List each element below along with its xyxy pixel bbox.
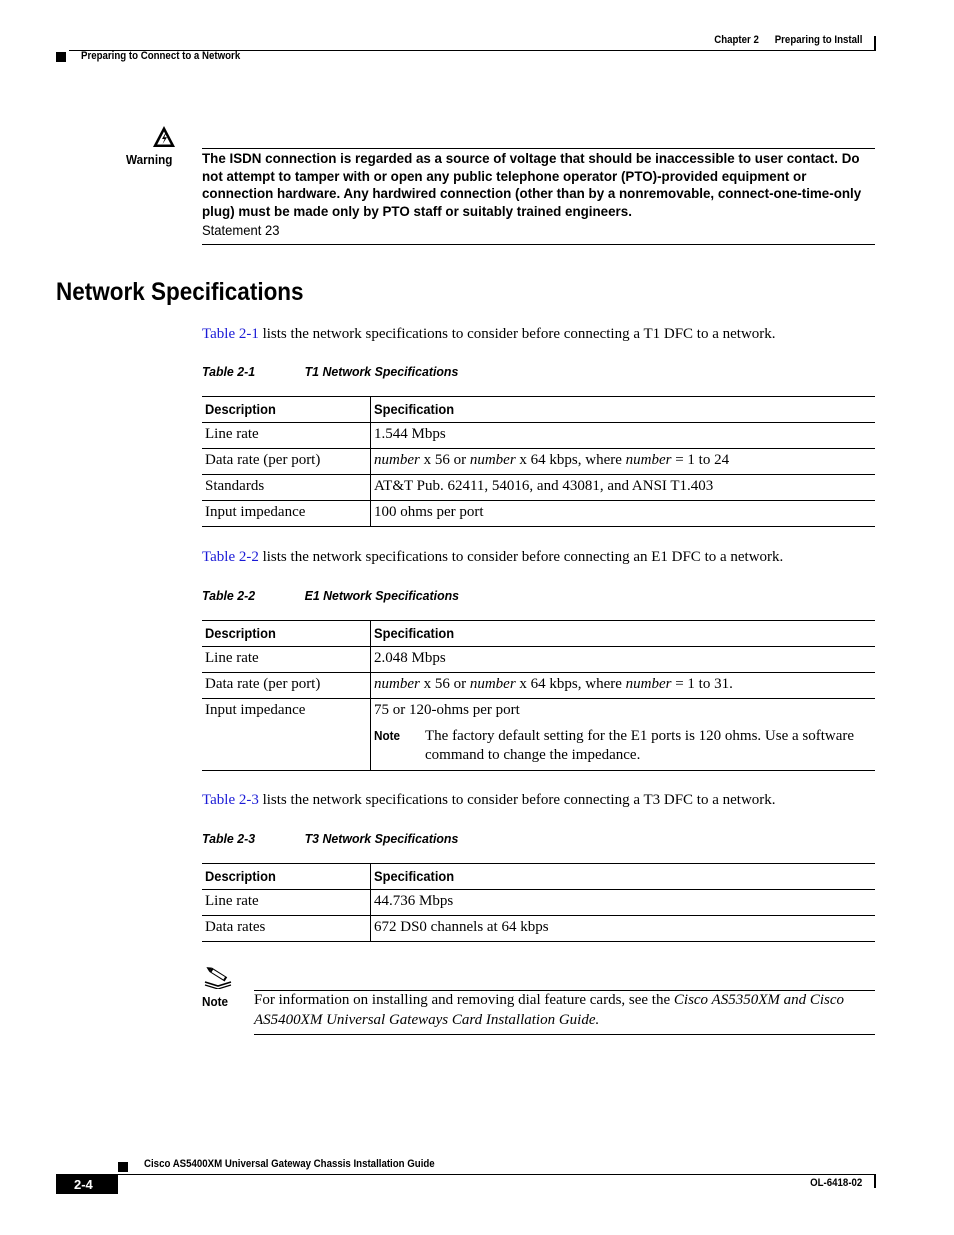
table-3-intro: Table 2-3 lists the network specifications to consider before connecting a T3 DFC to a network.	[202, 792, 776, 808]
table-1-link[interactable]: Table 2-1	[202, 326, 259, 342]
warning-statement: Statement 23	[202, 222, 280, 238]
table-1-caption	[202, 364, 459, 379]
section-title: Network Specifications	[56, 278, 304, 306]
footer-guide-title: Cisco AS5400XM Universal Gateway Chassis Installation Guide	[144, 1158, 435, 1170]
caption-number: Table 2-3	[202, 831, 256, 846]
pencil-note-icon	[204, 967, 232, 989]
table-row: Line rate 44.736 Mbps	[202, 890, 875, 916]
table-2-link[interactable]: Table 2-2	[202, 549, 259, 565]
table-1-intro: Table 2-1 lists the network specifications to consider before connecting a T1 DFC to a network.	[202, 326, 776, 342]
table-2-intro: Table 2-2 lists the network specifications to consider before connecting an E1 DFC to a network.	[202, 549, 784, 565]
caption-number: Table 2-1	[202, 364, 256, 379]
table-row: Standards AT&T Pub. 62411, 54016, and 43081, and ANSI T1.403	[202, 475, 875, 501]
note-text: For information on installing and removing dial feature cards, see the Cisco AS5350XM and Cisco AS5400XM Universal Gateways Card Installation Guide.	[254, 992, 845, 1028]
page-number: 2-4	[74, 1177, 93, 1192]
header-chapter-title: Preparing to Install	[774, 34, 862, 46]
warning-label: Warning	[126, 152, 173, 167]
t3-specifications-table	[202, 863, 875, 942]
header-chapter: Chapter 2	[713, 34, 759, 46]
table-row: Data rate (per port) number x 56 or number x 64 kbps, where number = 1 to 24	[202, 449, 875, 475]
table-3-caption	[202, 831, 459, 846]
header-section: Preparing to Connect to a Network	[81, 50, 241, 62]
table-header-row: Description Specification	[202, 397, 875, 423]
warning-bottom-rule	[202, 244, 875, 245]
note-bottom-rule	[254, 1034, 875, 1035]
doc-number: OL-6418-02	[809, 1177, 862, 1189]
data-rate-formula: number x 56 or number x 64 kbps, where number = 1 to 24	[371, 449, 876, 475]
caption-title: T1 Network Specifications	[304, 364, 459, 379]
table-row: Data rates 672 DS0 channels at 64 kbps	[202, 916, 875, 942]
table-row: Line rate 1.544 Mbps	[202, 423, 875, 449]
footer-rule	[56, 1174, 876, 1175]
guide-title: Cisco AS5350XM and Cisco AS5400XM Universal Gateways Card Installation Guide.	[254, 992, 845, 1028]
table-row: Data rate (per port) number x 56 or number x 64 kbps, where number = 1 to 31.	[202, 673, 875, 699]
inline-note-text: The factory default setting for the E1 ports is 120 ohms. Use a software command to change the impedance.	[425, 728, 855, 763]
table-row: Input impedance 75 or 120-ohms per port Note The factory default setting for the E1 ports is 120 ohms. Use a software command to change the impedance.	[202, 699, 875, 771]
e1-specifications-table	[202, 620, 875, 771]
inline-note: Note The factory default setting for the E1 ports is 120 ohms. Use a software command to change the impedance.	[374, 727, 872, 765]
table-row: Input impedance 100 ohms per port	[202, 501, 875, 527]
note-label: Note	[202, 994, 229, 1009]
table-3-link[interactable]: Table 2-3	[202, 792, 259, 808]
caption-number: Table 2-2	[202, 588, 256, 603]
footer-marker	[118, 1162, 128, 1172]
t1-specifications-table	[202, 396, 875, 527]
table-header-row: Description Specification	[202, 621, 875, 647]
data-rate-formula: number x 56 or number x 64 kbps, where number = 1 to 31.	[371, 673, 876, 699]
warning-triangle-icon	[152, 125, 176, 149]
table-row: Line rate 2.048 Mbps	[202, 647, 875, 673]
warning-text: The ISDN connection is regarded as a source of voltage that should be inaccessible to user contact. Do not attempt to tamper with or open any public telephone operator (PTO)-provided equipment or connection hardware. Any hardwired connection (other than by a nonremovable, connect-one-time-only plug) must be made only by PTO staff or suitably trained engineers.	[202, 150, 862, 219]
caption-title: E1 Network Specifications	[304, 588, 460, 603]
table-2-caption	[202, 588, 460, 603]
footer-bar	[874, 1175, 876, 1188]
table-header-row: Description Specification	[202, 864, 875, 890]
caption-title: T3 Network Specifications	[304, 831, 459, 846]
running-header	[714, 34, 862, 46]
warning-top-rule	[202, 148, 875, 149]
header-bar	[874, 36, 876, 50]
header-marker	[56, 52, 66, 62]
